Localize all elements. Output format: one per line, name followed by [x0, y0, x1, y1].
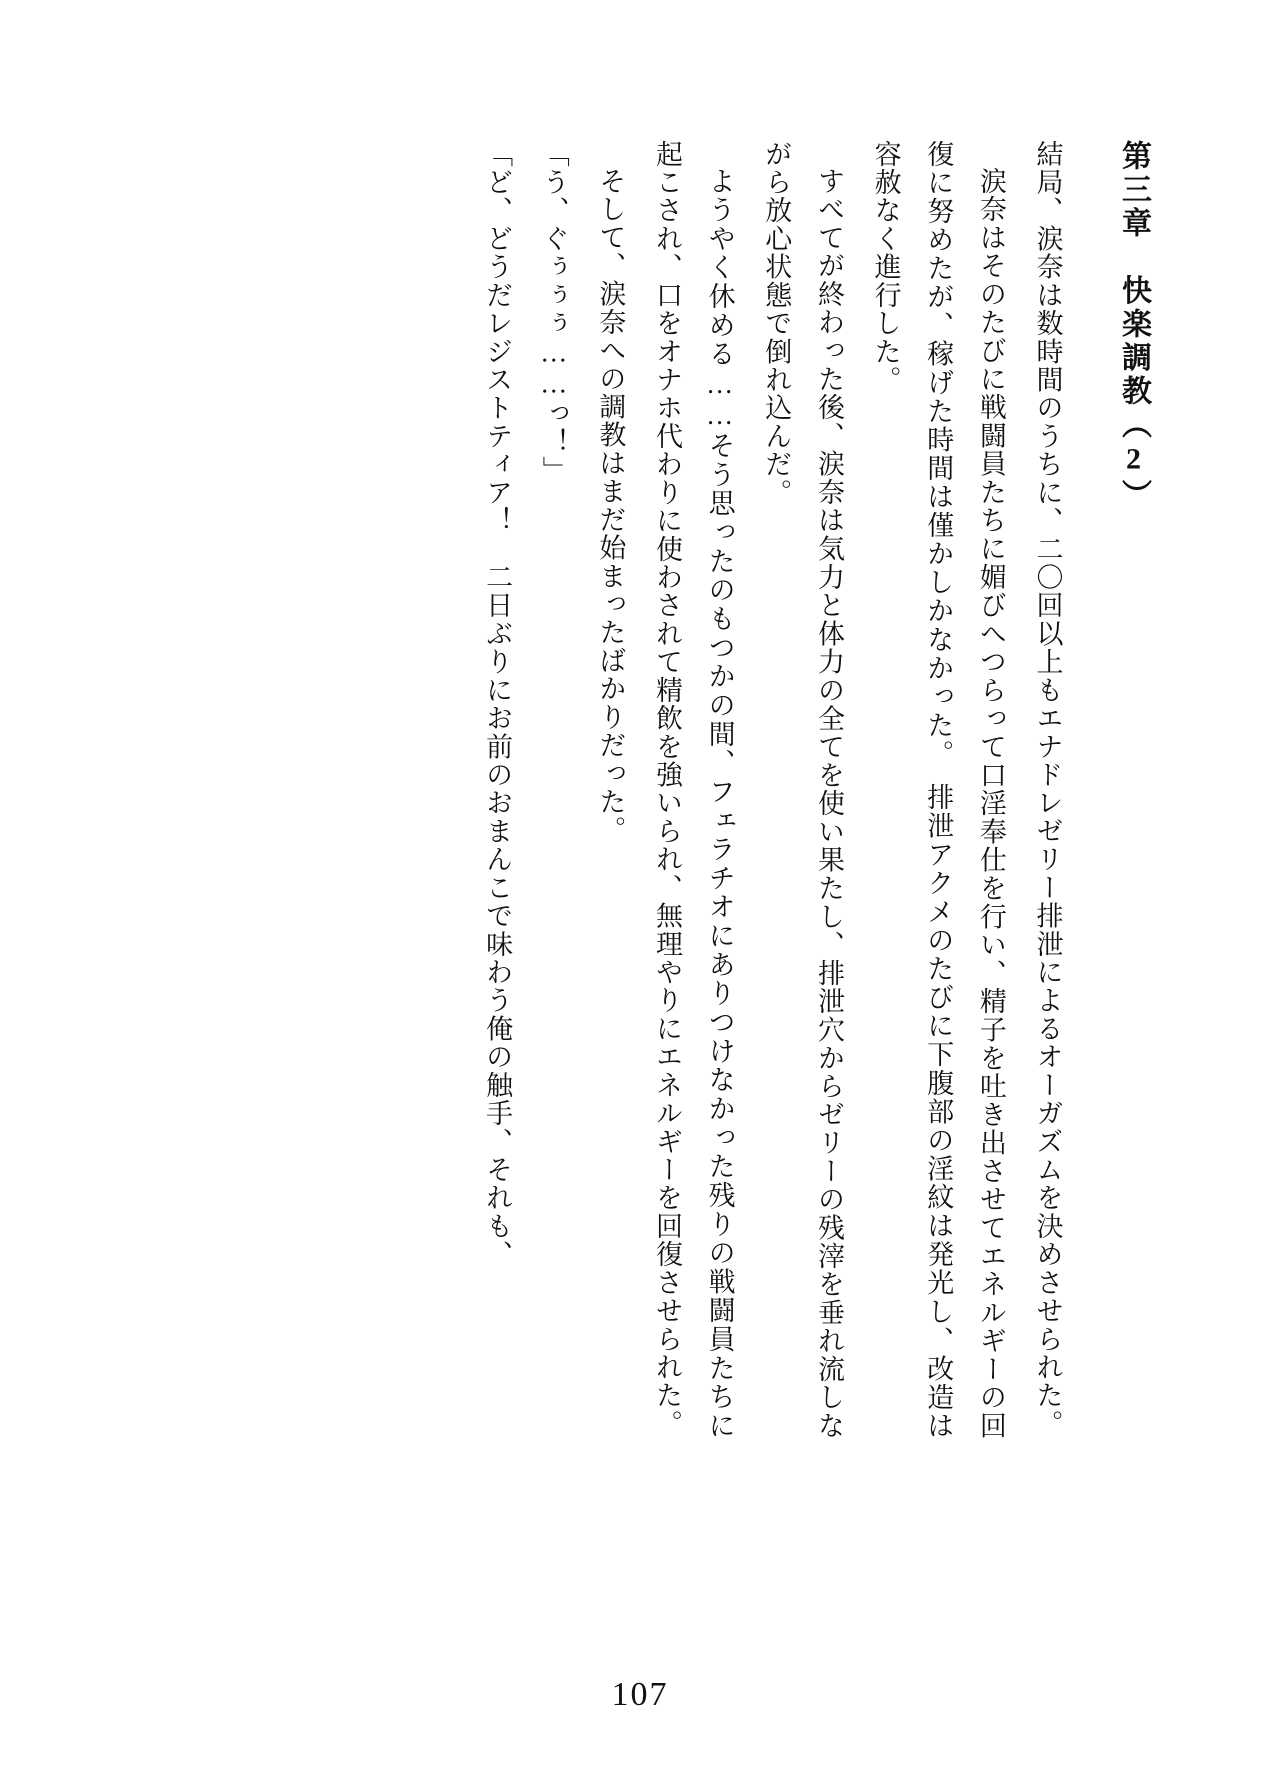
- paragraph: 涙奈はそのたびに戦闘員たちに媚びへつらって口淫奉仕を行い、精子を吐き出させてエネルギーの回復に努めたが、稼げた時間は僅かしかなかった。 排泄アクメのたびに下腹部の淫紋は発光し、改造は容赦なく進行した。: [870, 140, 1006, 1440]
- chapter-title: 第三章 快楽調教（2）: [1117, 140, 1150, 513]
- page-body-text: [466, 140, 1162, 1440]
- paragraph: そして、涙奈への調教はまだ始まったばかりだった。: [595, 167, 626, 845]
- page-number: 107: [611, 1676, 669, 1713]
- paragraph-dialogue: 「う、ぐぅぅぅ……っ！」: [538, 140, 569, 485]
- paragraph-dialogue: 「ど、どうだレジストティア！ 二日ぶりにお前のおまんこで味わう俺の触手、それも、: [482, 140, 513, 1269]
- paragraph: 結局、涙奈は数時間のうちに、二〇回以上もエナドレゼリー排泄によるオーガズムを決めさせられた。: [1032, 140, 1063, 1438]
- paragraph: ようやく休める……そう思ったのもつかの間、フェラチオにありつけなかった残りの戦闘員たちに起こされ、口をオナホ代わりに使わされて精飲を強いられ、無理やりにエネルギーを回復させられた。: [652, 140, 735, 1440]
- paragraph: すべてが終わった後、涙奈は気力と体力の全てを使い果たし、排泄穴からゼリーの残滓を垂れ流しながら放心状態で倒れ込んだ。: [761, 140, 844, 1440]
